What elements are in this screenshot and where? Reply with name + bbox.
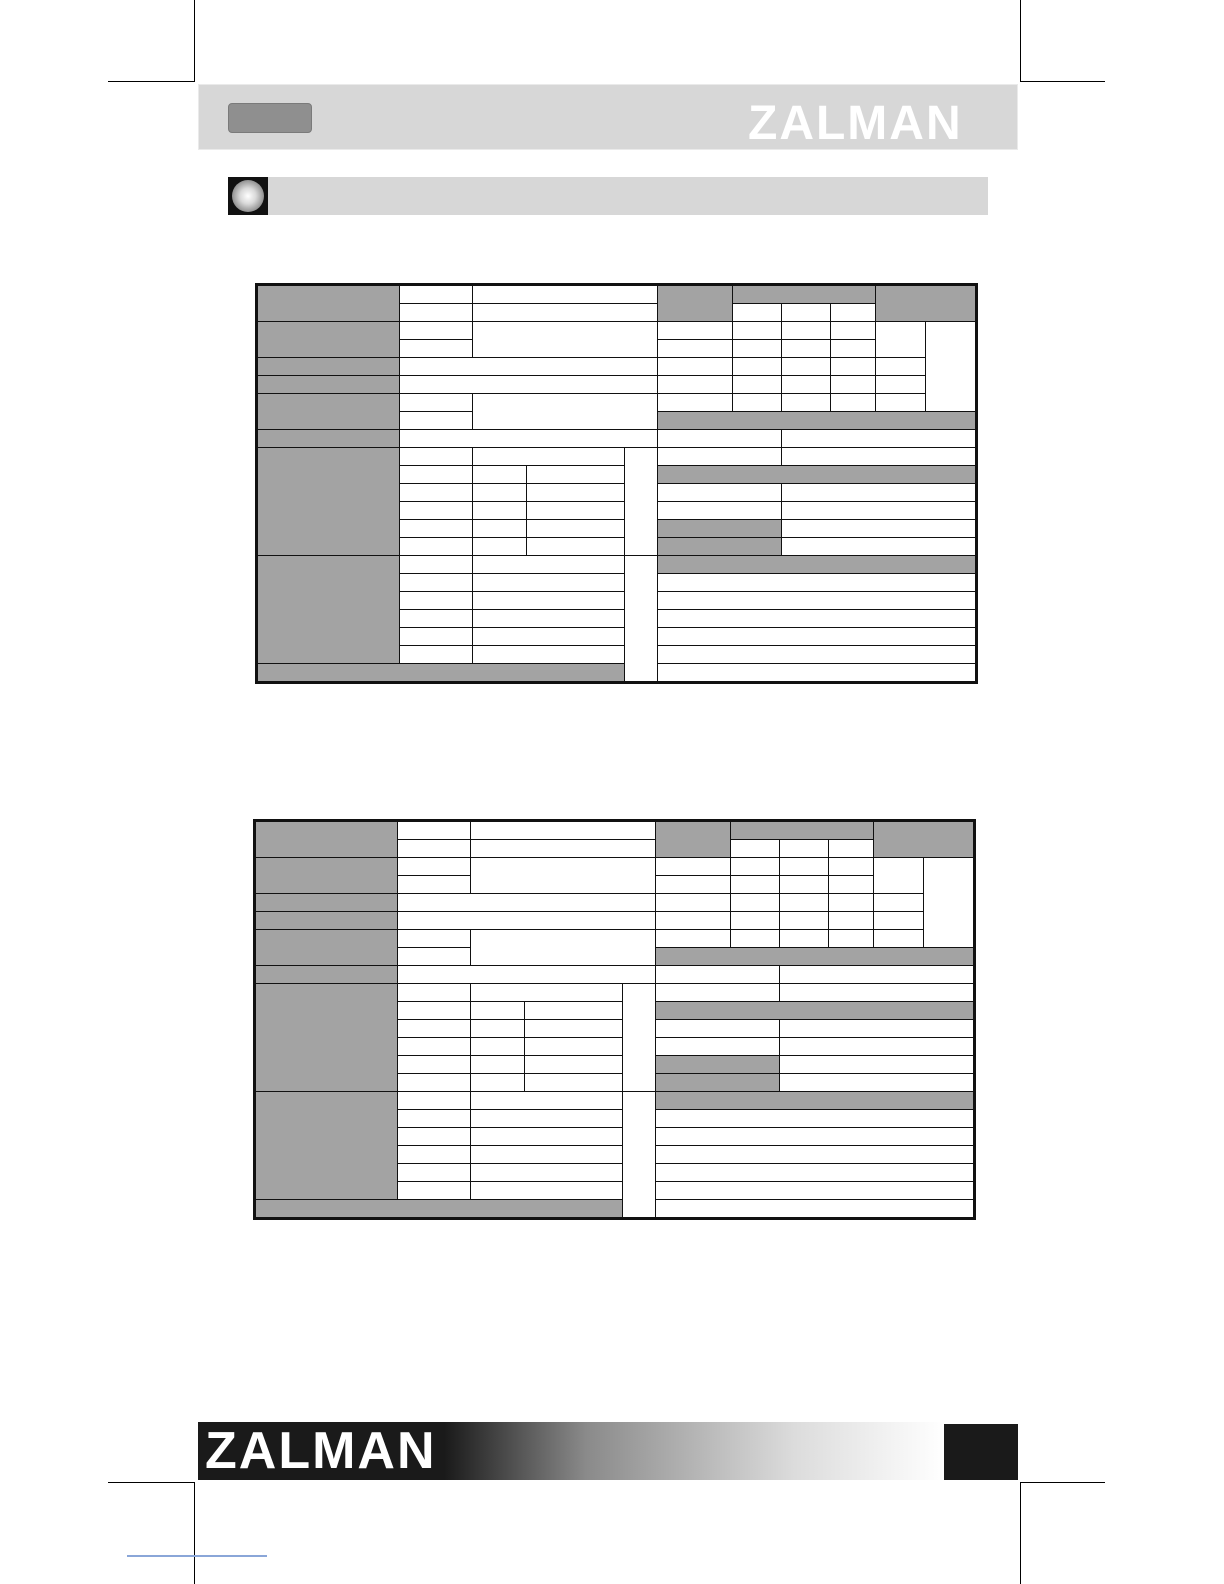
crop-mark-bottom-left-vertical <box>194 1482 195 1584</box>
table-row <box>255 894 975 912</box>
crop-mark-top-right-horizontal <box>1021 81 1105 82</box>
table-row <box>257 556 977 574</box>
spec-table-1 <box>255 283 978 684</box>
table-row <box>255 912 975 930</box>
table-row <box>257 394 977 412</box>
table-row <box>257 376 977 394</box>
sphere-bullet-icon <box>228 177 268 215</box>
table-row <box>257 430 977 448</box>
header-section-tab <box>228 103 312 133</box>
table-row <box>257 285 977 304</box>
page-number-box <box>944 1424 1018 1480</box>
table-row <box>255 821 975 840</box>
table-row <box>255 1200 975 1219</box>
footer-brand-logo: ZALMAN <box>205 1422 437 1480</box>
spec-table-2 <box>253 819 976 1220</box>
crop-mark-top-left-vertical <box>194 0 195 82</box>
crop-mark-top-right-vertical <box>1020 0 1021 82</box>
crop-mark-bottom-right-vertical <box>1020 1482 1021 1584</box>
table-row <box>255 1092 975 1110</box>
crop-mark-bottom-right-horizontal <box>1021 1482 1105 1483</box>
crop-mark-top-left-horizontal <box>108 81 194 82</box>
bottom-link-underline <box>127 1555 267 1557</box>
table-row <box>257 448 977 466</box>
table-row <box>257 322 977 340</box>
table-row <box>255 984 975 1002</box>
table-row <box>257 358 977 376</box>
table-row <box>255 930 975 948</box>
crop-mark-bottom-left-horizontal <box>108 1482 194 1483</box>
section-heading-bar <box>268 177 988 215</box>
table-row <box>257 664 977 683</box>
header-brand-logo: ZALMAN <box>748 97 963 150</box>
table-row <box>255 858 975 876</box>
table-row <box>255 966 975 984</box>
